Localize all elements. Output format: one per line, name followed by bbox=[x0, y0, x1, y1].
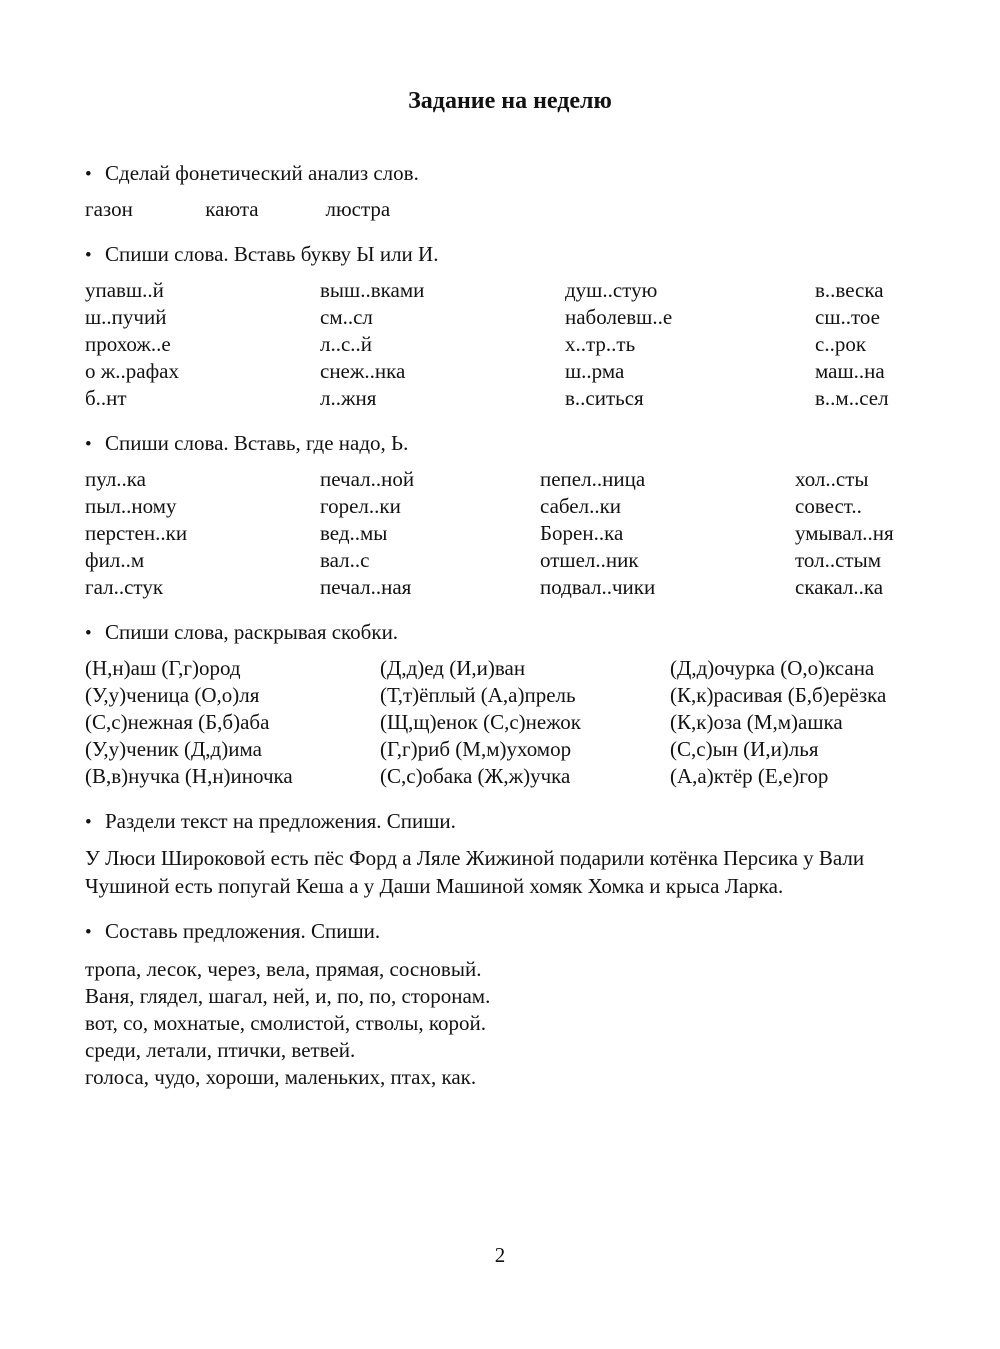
word-item: перстен..ки bbox=[85, 521, 188, 545]
word-column bbox=[85, 277, 320, 412]
word-item: скакал..ка bbox=[795, 575, 884, 599]
word-item: горел..ки bbox=[320, 494, 401, 518]
word-item: вед..мы bbox=[320, 521, 388, 545]
word-column bbox=[540, 466, 795, 601]
instruction-line bbox=[85, 619, 935, 647]
word-item: л..с..й bbox=[320, 332, 373, 356]
word-columns bbox=[85, 655, 935, 790]
word-item: фил..м bbox=[85, 548, 145, 572]
word-item: Борен..ка bbox=[540, 521, 624, 545]
page-title: Задание на неделю bbox=[408, 88, 612, 114]
word-item: пул..ка bbox=[85, 467, 147, 491]
word-item: каюта bbox=[205, 197, 259, 221]
word-item: (К,к)расивая (Б,б)ерёзка bbox=[670, 683, 887, 707]
word-item: наболевш..е bbox=[565, 305, 673, 329]
word-column bbox=[670, 655, 935, 790]
word-column bbox=[320, 277, 565, 412]
section-compose-sentences bbox=[85, 918, 935, 1091]
word-item: совест.. bbox=[795, 494, 862, 518]
word-item: тол..стым bbox=[795, 548, 881, 572]
word-item: (Д,д)очурка (О,о)ксана bbox=[670, 656, 875, 680]
word-column bbox=[815, 277, 935, 412]
word-item: газон bbox=[85, 197, 133, 221]
word-column bbox=[795, 466, 935, 601]
word-item: умывал..ня bbox=[795, 521, 894, 545]
bullet-icon: • bbox=[85, 623, 92, 644]
word-column bbox=[85, 466, 320, 601]
word-item: (В,в)нучка (Н,н)иночка bbox=[85, 764, 293, 788]
word-item: (С,с)нежная (Б,б)аба bbox=[85, 710, 270, 734]
word-item: с..рок bbox=[815, 332, 867, 356]
instruction-line bbox=[85, 918, 935, 946]
word-item: печал..ной bbox=[320, 467, 415, 491]
word-item: прохож..е bbox=[85, 332, 171, 356]
page-number: 2 bbox=[494, 1243, 506, 1267]
exercise-text: У Люси Широковой есть пёс Форд а Ляле Жижиной подарили котёнка Персика у Вали Чушиной есть попугай Кеша а у Даши Машиной хомяк Хомка и крыса Ларка. bbox=[85, 846, 865, 898]
instruction-text: Составь предложения. Спиши. bbox=[105, 919, 381, 943]
word-set-line: тропа, лесок, через, вела, прямая, сосновый. bbox=[85, 957, 482, 981]
word-item: см..сл bbox=[320, 305, 373, 329]
bullet-icon: • bbox=[85, 922, 92, 943]
word-item: снеж..нка bbox=[320, 359, 406, 383]
word-item: печал..ная bbox=[320, 575, 412, 599]
word-set-line: голоса, чудо, хороши, маленьких, птах, как. bbox=[85, 1065, 477, 1089]
word-row bbox=[85, 196, 935, 223]
word-item: пыл..ному bbox=[85, 494, 177, 518]
word-item: о ж..рафах bbox=[85, 359, 180, 383]
bullet-icon: • bbox=[85, 434, 92, 455]
word-item: хол..сты bbox=[795, 467, 869, 491]
word-set-line: среди, летали, птички, ветвей. bbox=[85, 1038, 356, 1062]
section-soft-sign bbox=[85, 430, 935, 601]
word-item: б..нт bbox=[85, 386, 127, 410]
section-phonetic-analysis bbox=[85, 160, 935, 223]
word-column bbox=[380, 655, 670, 790]
word-item: в..ситься bbox=[565, 386, 644, 410]
word-item: в..м..сел bbox=[815, 386, 889, 410]
word-item: (С,с)обака (Ж,ж)учка bbox=[380, 764, 571, 788]
word-item: х..тр..ть bbox=[565, 332, 636, 356]
word-item: душ..стую bbox=[565, 278, 658, 302]
word-item: (А,а)ктёр (Е,е)гор bbox=[670, 764, 829, 788]
instruction-line bbox=[85, 808, 935, 836]
word-item: подвал..чики bbox=[540, 575, 656, 599]
section-y-or-i bbox=[85, 241, 935, 412]
word-column bbox=[85, 655, 380, 790]
word-item: пепел..ница bbox=[540, 467, 646, 491]
word-item: (Т,т)ёплый (А,а)прель bbox=[380, 683, 576, 707]
word-item: ш..рма bbox=[565, 359, 625, 383]
word-item: упавш..й bbox=[85, 278, 164, 302]
word-columns bbox=[85, 466, 935, 601]
word-item: выш..вками bbox=[320, 278, 425, 302]
word-item: (У,у)ченик (Д,д)има bbox=[85, 737, 262, 761]
word-item: (К,к)оза (М,м)ашка bbox=[670, 710, 843, 734]
word-item: маш..на bbox=[815, 359, 885, 383]
word-item: сш..тое bbox=[815, 305, 880, 329]
word-item: сабел..ки bbox=[540, 494, 622, 518]
word-item: (С,с)ын (И,и)лья bbox=[670, 737, 819, 761]
word-item: л..жня bbox=[320, 386, 377, 410]
instruction-text: Спиши слова. Вставь, где надо, Ь. bbox=[105, 431, 409, 455]
word-set-list bbox=[85, 956, 935, 1091]
word-item: (Г,г)риб (М,м)ухомор bbox=[380, 737, 572, 761]
word-item: вал..с bbox=[320, 548, 370, 572]
instruction-text: Раздели текст на предложения. Спиши. bbox=[105, 809, 456, 833]
instruction-line bbox=[85, 160, 935, 188]
word-set-line: вот, со, мохнатые, смолистой, стволы, корой. bbox=[85, 1011, 487, 1035]
instruction-text: Спиши слова. Вставь букву Ы или И. bbox=[105, 242, 439, 266]
section-split-text bbox=[85, 808, 935, 900]
word-item: отшел..ник bbox=[540, 548, 639, 572]
word-columns bbox=[85, 277, 935, 412]
word-item: (Н,н)аш (Г,г)ород bbox=[85, 656, 241, 680]
instruction-text: Сделай фонетический анализ слов. bbox=[105, 161, 419, 185]
instruction-line bbox=[85, 241, 935, 269]
word-item: в..веска bbox=[815, 278, 884, 302]
word-item: люстра bbox=[325, 197, 391, 221]
bullet-icon: • bbox=[85, 812, 92, 833]
instruction-line bbox=[85, 430, 935, 458]
bullet-icon: • bbox=[85, 245, 92, 266]
word-item: ш..пучий bbox=[85, 305, 167, 329]
word-item: (У,у)ченица (О,о)ля bbox=[85, 683, 260, 707]
word-item: гал..стук bbox=[85, 575, 164, 599]
word-column bbox=[565, 277, 815, 412]
word-item: (Щ,щ)енок (С,с)нежок bbox=[380, 710, 581, 734]
word-set-line: Ваня, глядел, шагал, ней, и, по, по, сторонам. bbox=[85, 984, 491, 1008]
section-brackets bbox=[85, 619, 935, 790]
word-item: (Д,д)ед (И,и)ван bbox=[380, 656, 526, 680]
instruction-text: Спиши слова, раскрывая скобки. bbox=[105, 620, 399, 644]
word-column bbox=[320, 466, 540, 601]
bullet-icon: • bbox=[85, 164, 92, 185]
